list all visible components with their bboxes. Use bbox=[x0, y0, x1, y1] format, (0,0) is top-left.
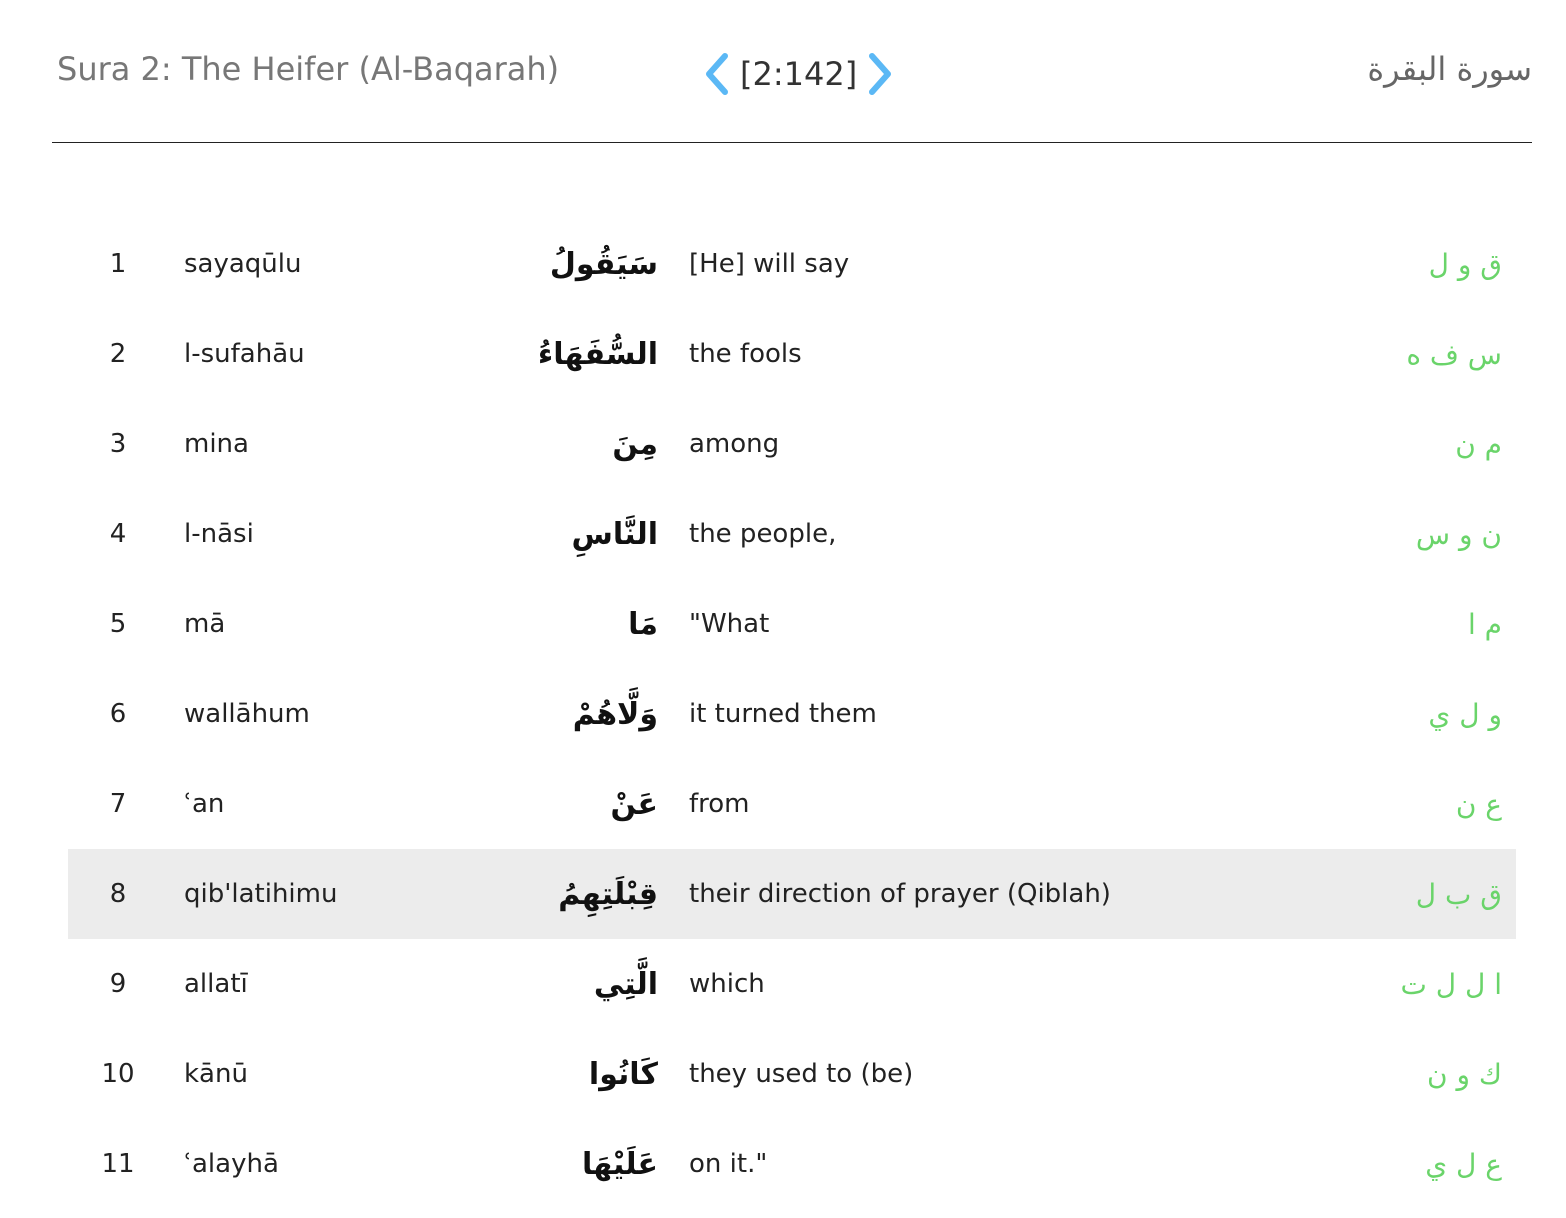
word-row[interactable] bbox=[68, 669, 1516, 759]
word-transliteration: allatī bbox=[184, 969, 248, 999]
word-transliteration: wallāhum bbox=[184, 699, 310, 729]
word-number: 4 bbox=[109, 519, 127, 549]
word-number: 1 bbox=[109, 249, 127, 279]
word-transliteration: l-nāsi bbox=[184, 519, 254, 549]
word-translation: [He] will say bbox=[689, 249, 850, 279]
word-arabic: عَلَيْهَا bbox=[581, 1146, 658, 1182]
word-row[interactable] bbox=[68, 579, 1516, 669]
chevron-left-icon[interactable] bbox=[698, 48, 734, 100]
word-translation: which bbox=[689, 969, 765, 999]
word-translation: on it." bbox=[689, 1149, 768, 1179]
word-transliteration: qib'latihimu bbox=[184, 879, 338, 909]
word-root[interactable]: م ا bbox=[1467, 607, 1502, 641]
word-transliteration: mina bbox=[184, 429, 249, 459]
word-arabic: النَّاسِ bbox=[571, 516, 658, 552]
word-transliteration: ʿalayhā bbox=[184, 1149, 279, 1179]
word-arabic: عَنْ bbox=[610, 786, 658, 822]
word-row[interactable] bbox=[68, 219, 1516, 309]
word-row[interactable] bbox=[68, 759, 1516, 849]
sura-title: Sura 2: The Heifer (Al-Baqarah) bbox=[57, 50, 560, 88]
word-transliteration: sayaqūlu bbox=[184, 249, 302, 279]
word-number: 10 bbox=[101, 1059, 135, 1089]
word-translation: from bbox=[689, 789, 750, 819]
word-number: 9 bbox=[109, 969, 127, 999]
word-arabic: وَلَّاهُمْ bbox=[572, 696, 658, 732]
word-number: 5 bbox=[109, 609, 127, 639]
word-arabic: السُّفَهَاءُ bbox=[537, 336, 658, 372]
word-arabic: كَانُوا bbox=[588, 1056, 658, 1092]
word-row[interactable] bbox=[68, 939, 1516, 1029]
word-root[interactable]: ق و ل bbox=[1428, 247, 1502, 281]
word-arabic: مِنَ bbox=[612, 426, 658, 462]
word-row[interactable] bbox=[68, 849, 1516, 939]
word-row[interactable] bbox=[68, 1119, 1516, 1209]
word-root[interactable]: ع ن bbox=[1455, 787, 1502, 821]
header bbox=[0, 0, 1566, 143]
word-root[interactable]: ن و س bbox=[1415, 517, 1502, 551]
word-translation: their direction of prayer (Qiblah) bbox=[689, 879, 1111, 909]
word-number: 6 bbox=[109, 699, 127, 729]
sura-arabic-title: سورة البقرة bbox=[1367, 50, 1532, 88]
word-translation: it turned them bbox=[689, 699, 877, 729]
word-translation: among bbox=[689, 429, 780, 459]
word-row[interactable] bbox=[68, 309, 1516, 399]
word-translation: they used to (be) bbox=[689, 1059, 914, 1089]
chevron-right-icon[interactable] bbox=[863, 48, 899, 100]
word-number: 3 bbox=[109, 429, 127, 459]
word-translation: the people, bbox=[689, 519, 837, 549]
word-transliteration: mā bbox=[184, 609, 226, 639]
word-transliteration: ʿan bbox=[184, 789, 225, 819]
word-transliteration: kānū bbox=[184, 1059, 248, 1089]
verse-navigation bbox=[698, 48, 899, 100]
word-root[interactable]: ك و ن bbox=[1427, 1057, 1502, 1091]
word-row[interactable] bbox=[68, 1029, 1516, 1119]
word-arabic: سَيَقُولُ bbox=[549, 246, 658, 282]
word-root[interactable]: ع ل ي bbox=[1425, 1147, 1502, 1181]
word-by-word-table bbox=[68, 219, 1516, 1209]
word-number: 11 bbox=[101, 1149, 135, 1179]
verse-reference: [2:142] bbox=[740, 55, 858, 93]
word-arabic: قِبْلَتِهِمُ bbox=[558, 876, 658, 912]
word-number: 8 bbox=[109, 879, 127, 909]
word-root[interactable]: س ف ه bbox=[1406, 337, 1502, 371]
word-root[interactable]: م ن bbox=[1455, 427, 1502, 461]
header-divider bbox=[52, 142, 1532, 143]
word-translation: the fools bbox=[689, 339, 802, 369]
word-number: 2 bbox=[109, 339, 127, 369]
word-translation: "What bbox=[689, 609, 770, 639]
word-row[interactable] bbox=[68, 489, 1516, 579]
word-arabic: مَا bbox=[628, 606, 658, 642]
word-number: 7 bbox=[109, 789, 127, 819]
word-row[interactable] bbox=[68, 399, 1516, 489]
word-root[interactable]: ا ل ل ت bbox=[1400, 967, 1502, 1001]
word-arabic: الَّتِي bbox=[593, 966, 658, 1002]
word-root[interactable]: و ل ي bbox=[1428, 697, 1502, 731]
word-root[interactable]: ق ب ل bbox=[1415, 877, 1502, 911]
word-transliteration: l-sufahāu bbox=[184, 339, 305, 369]
